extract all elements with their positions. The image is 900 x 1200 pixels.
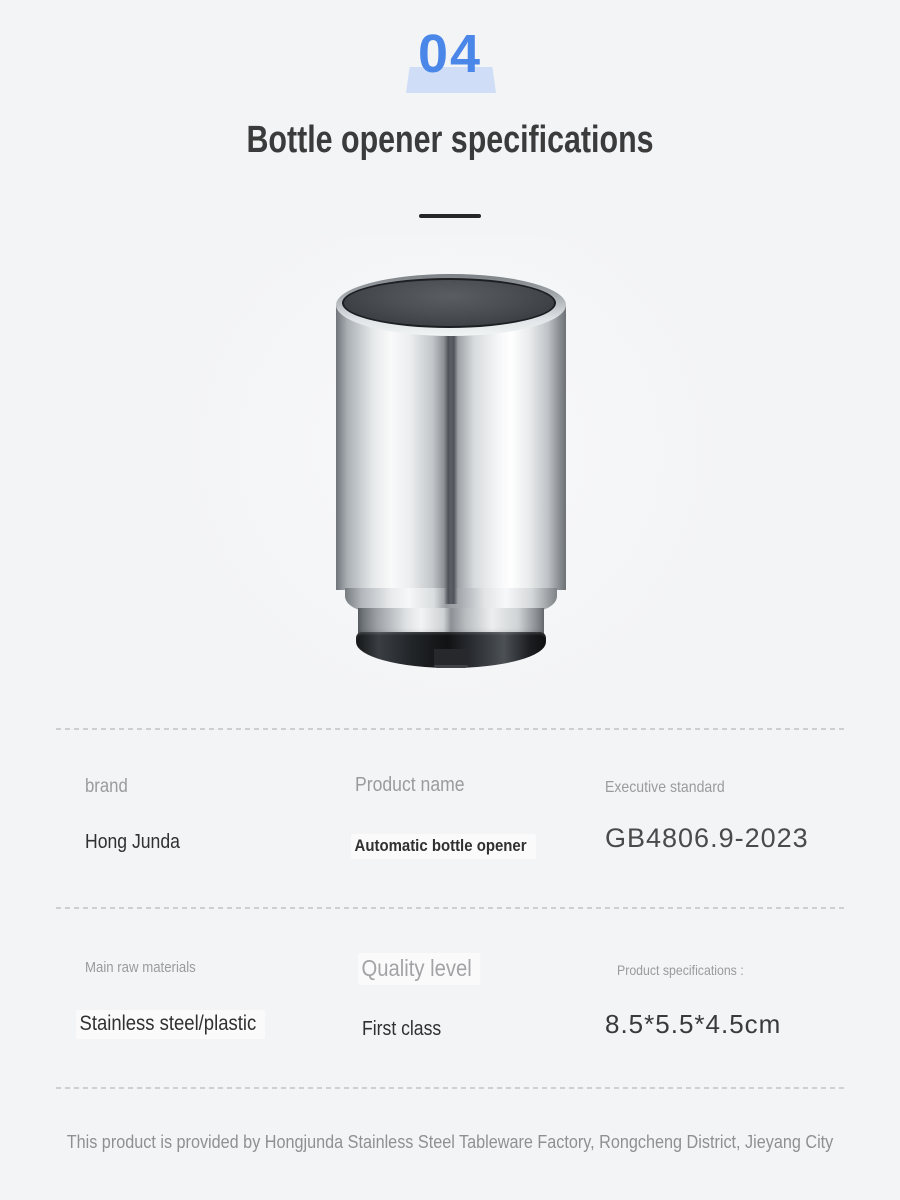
- spec-cell-product-specifications: [605, 962, 782, 1040]
- spec-value-product-specifications: 8.5*5.5*4.5cm: [605, 1009, 782, 1039]
- spec-label-brand: brand: [85, 776, 128, 797]
- spec-label-product-name: Product name: [355, 774, 465, 796]
- spec-cell-brand: [85, 776, 193, 854]
- spec-cell-materials: [79, 959, 291, 1039]
- spec-label-executive-standard: Executive standard: [605, 779, 725, 796]
- spec-value-brand: Hong Junda: [85, 831, 180, 853]
- product-cap-disc: [342, 278, 556, 328]
- product-base-notch: [434, 649, 468, 668]
- spec-value-materials: Stainless steel/plastic: [80, 1010, 291, 1039]
- section-number: 04: [417, 24, 483, 84]
- product-image: [336, 274, 566, 668]
- spec-label-quality-level: Quality level: [362, 953, 497, 985]
- spec-cell-executive-standard: [605, 779, 809, 854]
- divider-middle: [56, 907, 846, 909]
- spec-cell-product-name: [355, 774, 561, 859]
- page-title: Bottle opener specifications: [246, 119, 654, 161]
- spec-value-product-name: Automatic bottle opener: [355, 834, 561, 859]
- divider-bottom: [56, 1087, 846, 1089]
- spec-cell-quality-level: [362, 953, 497, 1041]
- spec-label-product-specifications: Product specifications :: [617, 962, 744, 978]
- title-underline: [419, 214, 481, 218]
- product-reflection-stripe: [444, 304, 458, 604]
- manufacturer-note: This product is provided by Hongjunda Stainless Steel Tableware Factory, Rongcheng District, Jieyang City: [66, 1132, 834, 1152]
- spec-label-materials: Main raw materials: [85, 959, 196, 976]
- divider-top: [56, 728, 846, 730]
- spec-value-executive-standard: GB4806.9-2023: [605, 823, 809, 853]
- spec-value-quality-level: First class: [362, 1018, 442, 1040]
